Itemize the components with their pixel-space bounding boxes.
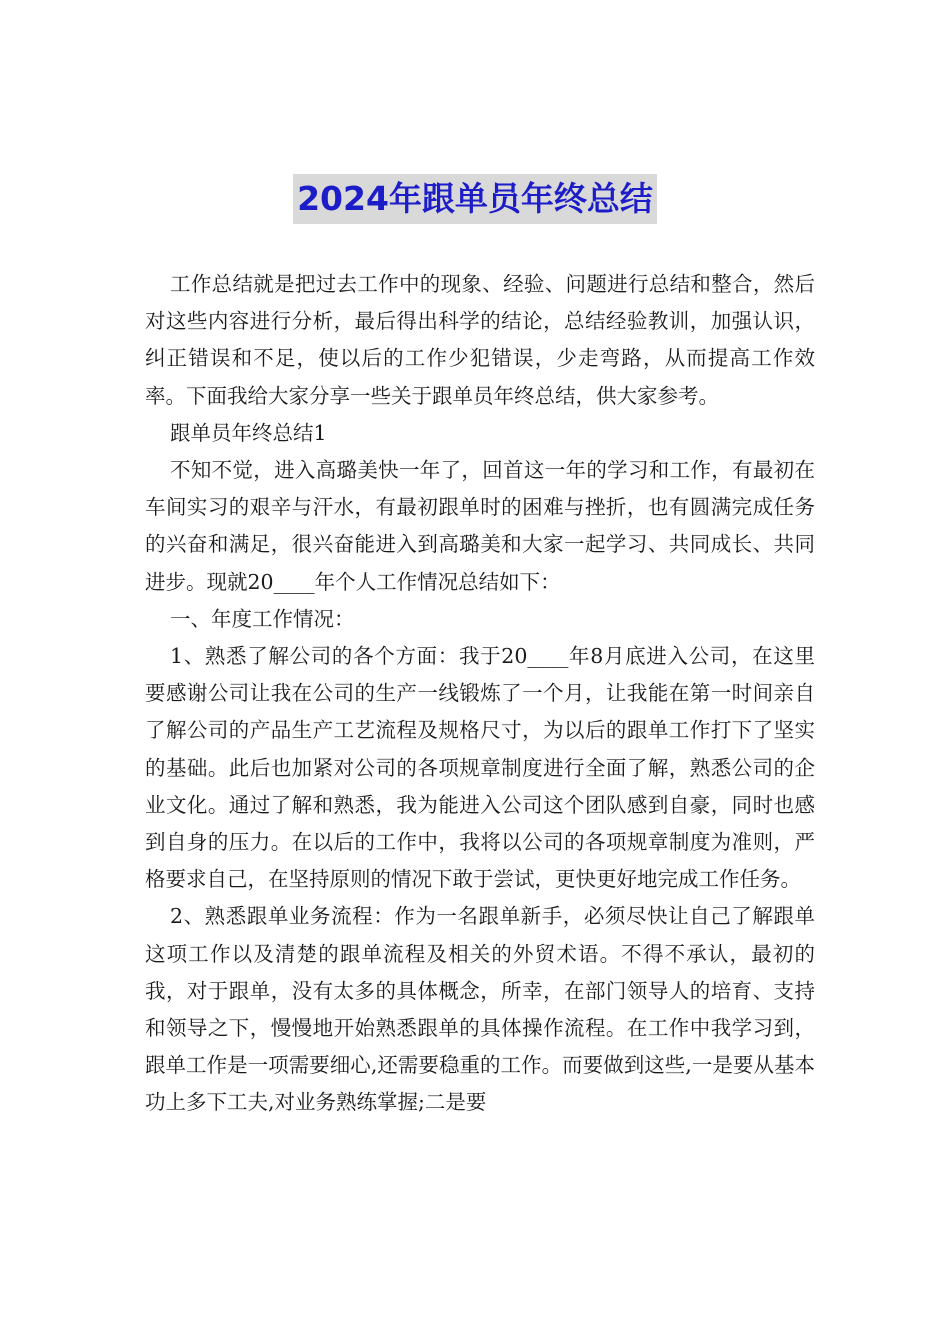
paragraph-opening: 不知不觉，进入高璐美快一年了，回首这一年的学习和工作，有最初在车间实习的艰辛与汗水，有最初跟单时的困难与挫折，也有圆满完成任务的兴奋和满足，很兴奋能进入到高璐美和大家一起学习、共同成长、共同进步。现就20____年个人工作情况总结如下：: [145, 458, 815, 594]
document-body: [145, 266, 815, 1122]
paragraph-item-1: 1、熟悉了解公司的各个方面：我于20____年8月底进入公司，在这里要感谢公司让我在公司的生产一线锻炼了一个月，让我能在第一时间亲自了解公司的产品生产工艺流程及规格尺寸，为以后的跟单工作打下了坚实的基础。此后也加紧对公司的各项规章制度进行全面了解，熟悉公司的企业文化。通过了解和熟悉，我为能进入公司这个团队感到自豪，同时也感到自身的压力。在以后的工作中，我将以公司的各项规章制度为准则，严格要求自己，在坚持原则的情况下敢于尝试，更快更好地完成工作任务。: [145, 644, 815, 892]
paragraph-intro: 工作总结就是把过去工作中的现象、经验、问题进行总结和整合，然后对这些内容进行分析，最后得出科学的结论，总结经验教训，加强认识，纠正错误和不足，使以后的工作少犯错误，少走弯路，从而提高工作效率。下面我给大家分享一些关于跟单员年终总结，供大家参考。: [145, 272, 815, 408]
section-heading-1: 跟单员年终总结1: [170, 420, 327, 445]
section-heading-annual-work: 一、年度工作情况：: [170, 606, 355, 631]
document-title: 2024年跟单员年终总结: [293, 174, 657, 224]
paragraph-item-2: 2、熟悉跟单业务流程：作为一名跟单新手，必须尽快让自己了解跟单这项工作以及清楚的跟单流程及相关的外贸术语。不得不承认，最初的我，对于跟单，没有太多的具体概念，所幸，在部门领导人的培育、支持和领导之下，慢慢地开始熟悉跟单的具体操作流程。在工作中我学习到，跟单工作是一项需要细心,还需要稳重的工作。而要做到这些,一是要从基本功上多下工夫,对业务熟练掌握;二是要: [145, 904, 815, 1115]
title-container: [0, 174, 950, 224]
